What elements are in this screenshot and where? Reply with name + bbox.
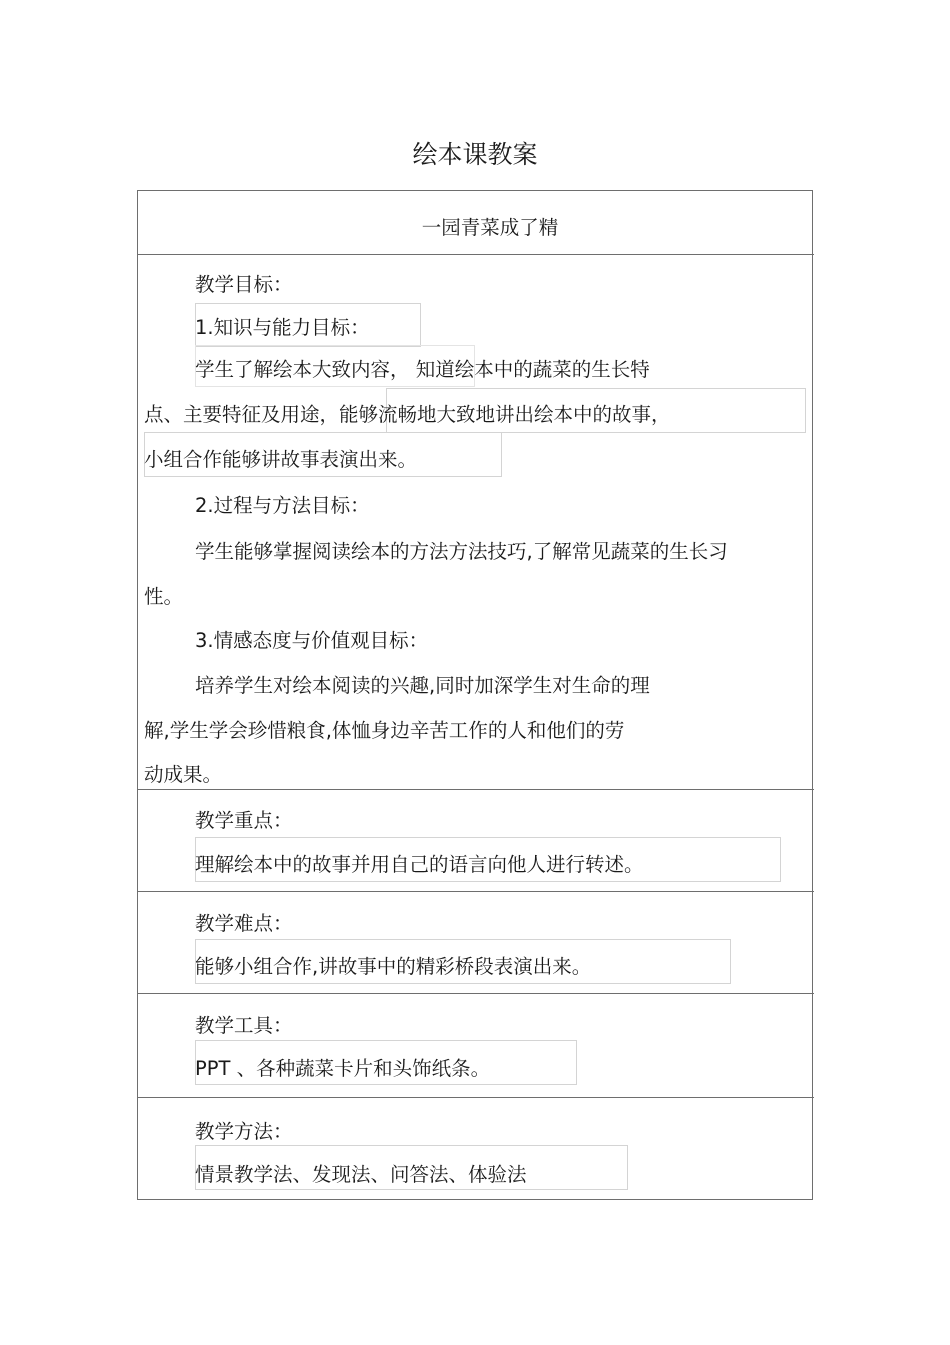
knowledge-objective-line: 学生了解绘本大致内容， 知道绘本中的蔬菜的生长特 xyxy=(195,358,650,381)
process-objective-line: 学生能够掌握阅读绘本的方法方法技巧,了解常见蔬菜的生长习 xyxy=(195,540,728,563)
document-title: 绘本课教案 xyxy=(412,140,538,169)
knowledge-objective-heading: 1.知识与能力目标： xyxy=(195,316,370,339)
emotion-objective-line: 培养学生对绘本阅读的兴趣,同时加深学生对生命的理 xyxy=(195,674,650,697)
key-points-heading: 教学重点： xyxy=(195,809,293,832)
objectives-heading: 教学目标： xyxy=(195,273,293,296)
row-divider xyxy=(137,891,814,892)
emotion-objective-line: 动成果。 xyxy=(144,763,223,786)
tools-heading: 教学工具： xyxy=(195,1014,293,1037)
emotion-objective-line: 解,学生学会珍惜粮食,体恤身边辛苦工作的人和他们的劳 xyxy=(144,719,625,742)
process-objective-line: 性。 xyxy=(144,585,184,608)
row-divider xyxy=(137,1097,814,1098)
methods-content: 情景教学法、发现法、问答法、体验法 xyxy=(195,1163,527,1186)
difficulties-heading: 教学难点： xyxy=(195,912,293,935)
difficulties-content: 能够小组合作,讲故事中的精彩桥段表演出来。 xyxy=(195,955,592,978)
row-divider xyxy=(137,789,814,790)
process-objective-heading: 2.过程与方法目标： xyxy=(195,494,370,517)
knowledge-objective-line: 小组合作能够讲故事表演出来。 xyxy=(144,448,418,471)
knowledge-objective-line: 点、主要特征及用途，能够流畅地大致地讲出绘本中的故事， xyxy=(144,403,671,426)
lesson-name: 一园青菜成了精 xyxy=(421,216,559,239)
row-divider xyxy=(137,254,814,255)
emotion-objective-heading: 3.情感态度与价值观目标： xyxy=(195,629,429,652)
row-divider xyxy=(137,993,814,994)
tools-content: PPT 、各种蔬菜卡片和头饰纸条。 xyxy=(195,1057,491,1080)
key-points-content: 理解绘本中的故事并用自己的语言向他人进行转述。 xyxy=(195,853,644,876)
methods-heading: 教学方法： xyxy=(195,1120,293,1143)
